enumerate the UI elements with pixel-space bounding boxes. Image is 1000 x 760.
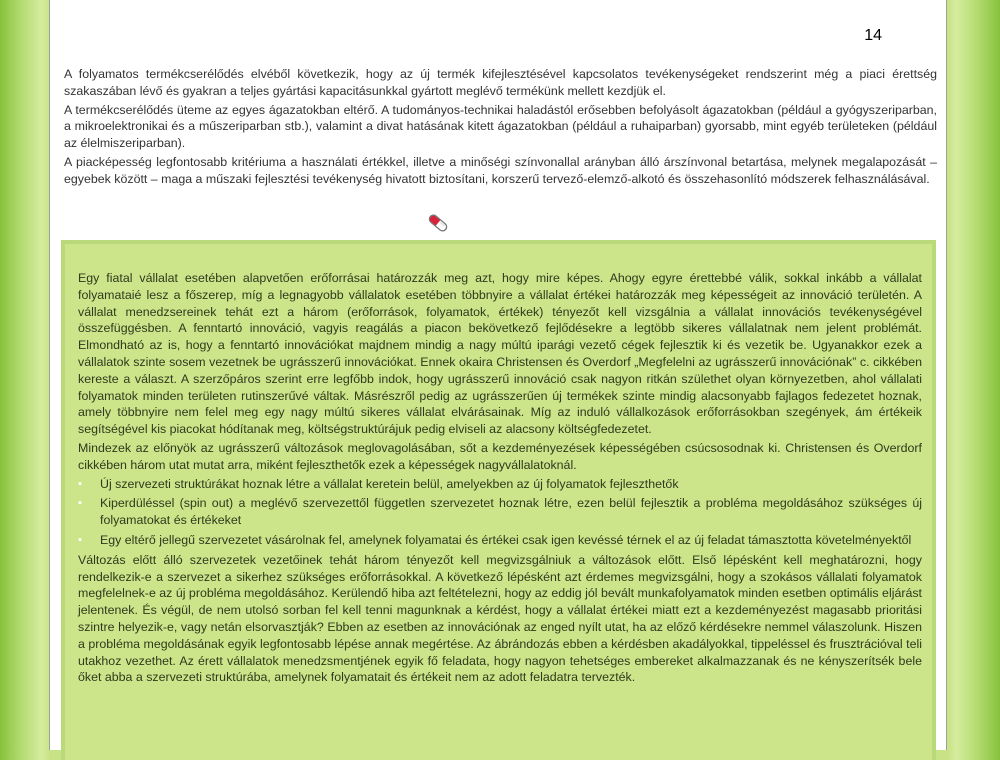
intro-paragraph: A piacképesség legfontosabb kritériuma a használati értékkel, illetve a minőségi színvonallal arányban álló árszínvonal betartása, melynek megalapozását – egyebek között – maga a műszaki fejlesztési tevékenység hivatott biztosítani, korszerű tervező-elemző-alkotó és összehasonlító módszerek felhasználásával. [64,154,937,186]
highlight-box [61,240,936,760]
bullet-list [78,476,922,549]
list-item [78,495,922,529]
page-number: 14 [864,27,882,44]
pill-icon [426,211,450,235]
list-item [78,476,922,493]
document-page [49,0,947,750]
box-paragraph: Változás előtt álló szervezetek vezetőinek tehát három tényezőt kell megvizsgálniuk a változások előtt. Első lépésként kell meghatározni, hogy rendelkezik-e a szervezet a sikerhez szükséges erőforrásokkal. A következő lépésként azt érdemes megvizsgálni, hogy a szokásos vállalati folyamatok megfelelnek-e az új probléma megoldásához. Kerülendő hiba azt feltételezni, hogy az eddig jól bevált munkafolyamatok minden esetben optimális eljárást jelentenek. És végül, de nem utolsó sorban fel kell tenni magunknak a kérdést, hogy a vállalat értékei miatt ezt a kezdeményezést magasabb prioritási szintre helyezik-e, vagy netán elsorvasztják? Ebben az esetben az innovációnak az enged nyílt utat, ha az előző kérdésekre nemmel válaszolunk. Hiszen a probléma megoldásának egyik legfontosabb lépése annak megértése. Az ábrándozás ebben a kérdésben akadályokkal, tippeléssel és frusztrációval teli utakhoz vezethet. Az érett vállalatok menedzsmentjének egyik fő feladata, hogy nagyon tehetséges embereket alkalmazzanak és ne kényszerítsék bele őket abba a szervezeti struktúrába, amelynek folyamatait és értékeit nem az adott feladatra tervezték. [78,552,922,685]
intro-text [64,66,937,190]
list-item-text: Egy eltérő jellegű szervezetet vásárolnak fel, amelynek folyamatai és értékei csak igen kevéssé térnek el az új feladat támasztotta követelményektől [100,532,912,547]
bullet-marker: ▪ [78,477,82,490]
highlight-text [78,270,922,688]
box-paragraph: Mindezek az előnyök az ugrásszerű változások meglovagolásában, sőt a kezdeményezések képességében csúcsosodnak ki. Christensen és Overdorf cikkében három utat mutat arra, miként fejleszthetők ezek a képességek nagyvállalatoknál. [78,440,922,472]
intro-paragraph: A folyamatos termékcserélődés elvéből következik, hogy az új termék kifejlesztésével kapcsolatos tevékenységeket rendszerint még a piaci érettség szakaszában lévő és gyakran a teljes gyártási kapacitásunkkal gyártott meglévő termékünk mellett kezdjük el. [64,67,937,98]
box-paragraph: Egy fiatal vállalat esetében alapvetően erőforrásai határozzák meg azt, hogy mire képes. Ahogy egyre érettebbé válik, sokkal inkább a vállalat folyamataié lesz a főszerep, míg a legnagyobb vállalatok esetében többnyire a vállalat értékei határozzák meg képességeit az innováció területén. A vállalat menedzsereinek tehát ezt a három (erőforrások, folyamatok, értékek) tényezőt kell vizsgálnia a vállalat innovációs tevékenységével összefüggésben. A fenntartó innováció, vagyis reagálás a piacon bekövetkező fejlődésekre a legtöbb sikeres vállalatnak nem jelent problémát. Elmondható az is, hogy a fenntartó innovációkat majdnem mindig a nagy múltú iparági vezető cégek fejlesztik ki és vezetik be. Ugyanakkor ezek a vállalatok szinte sosem vezetnek be ugrásszerű innovációkat. Ennek okaira Christensen és Overdorf „Megfelelni az ugrásszerű innovációnak” c. cikkében kereste a választ. A szerzőpáros szerint erre legfőbb indok, hogy ugrásszerű innováció csak nagyon ritkán születhet olyan környezetben, ahol vállalati folyamatok minden területen rutinszerűvé váltak. Másrészről pedig az ugrásszerűen új termékek szinte mindig alacsonyabb fajlagos fedezetet hoznak, amely többnyire nem felel meg egy nagy múltú sikeres vállalat elvárásainak. Míg az induló vállalkozások erőforrásokban szegények, ám értékeik segítségével kis piacokat hódítanak meg, költségstruktúrájuk pedig elviseli az alacsony költségfedezetet. [78,271,922,437]
bullet-marker: ▪ [78,533,82,546]
list-item [78,532,922,549]
intro-paragraph: A termékcserélődés üteme az egyes ágazatokban eltérő. A tudományos-technikai haladástól erősebben befolyásolt ágazatokban (például a gyógyszeriparban, a mikroelektronikai és a műszeriparban stb.), valamint a divat hatásának kitett ágazatokban (például a ruhaiparban) gyorsabb, mint egyéb területeken (például az élelmiszeriparban). [64,102,937,151]
list-item-text: Kiperdüléssel (spin out) a meglévő szervezettől független szervezetet hoznak létre, ezen belül fejlesztik a probléma megoldásához szükséges új folyamatokat és értékeket [100,496,922,528]
list-item-text: Új szervezeti struktúrákat hoznak létre a vállalat keretein belül, amelyekben az új folyamatok fejleszthetők [100,476,679,491]
bullet-marker: ▪ [78,497,82,510]
